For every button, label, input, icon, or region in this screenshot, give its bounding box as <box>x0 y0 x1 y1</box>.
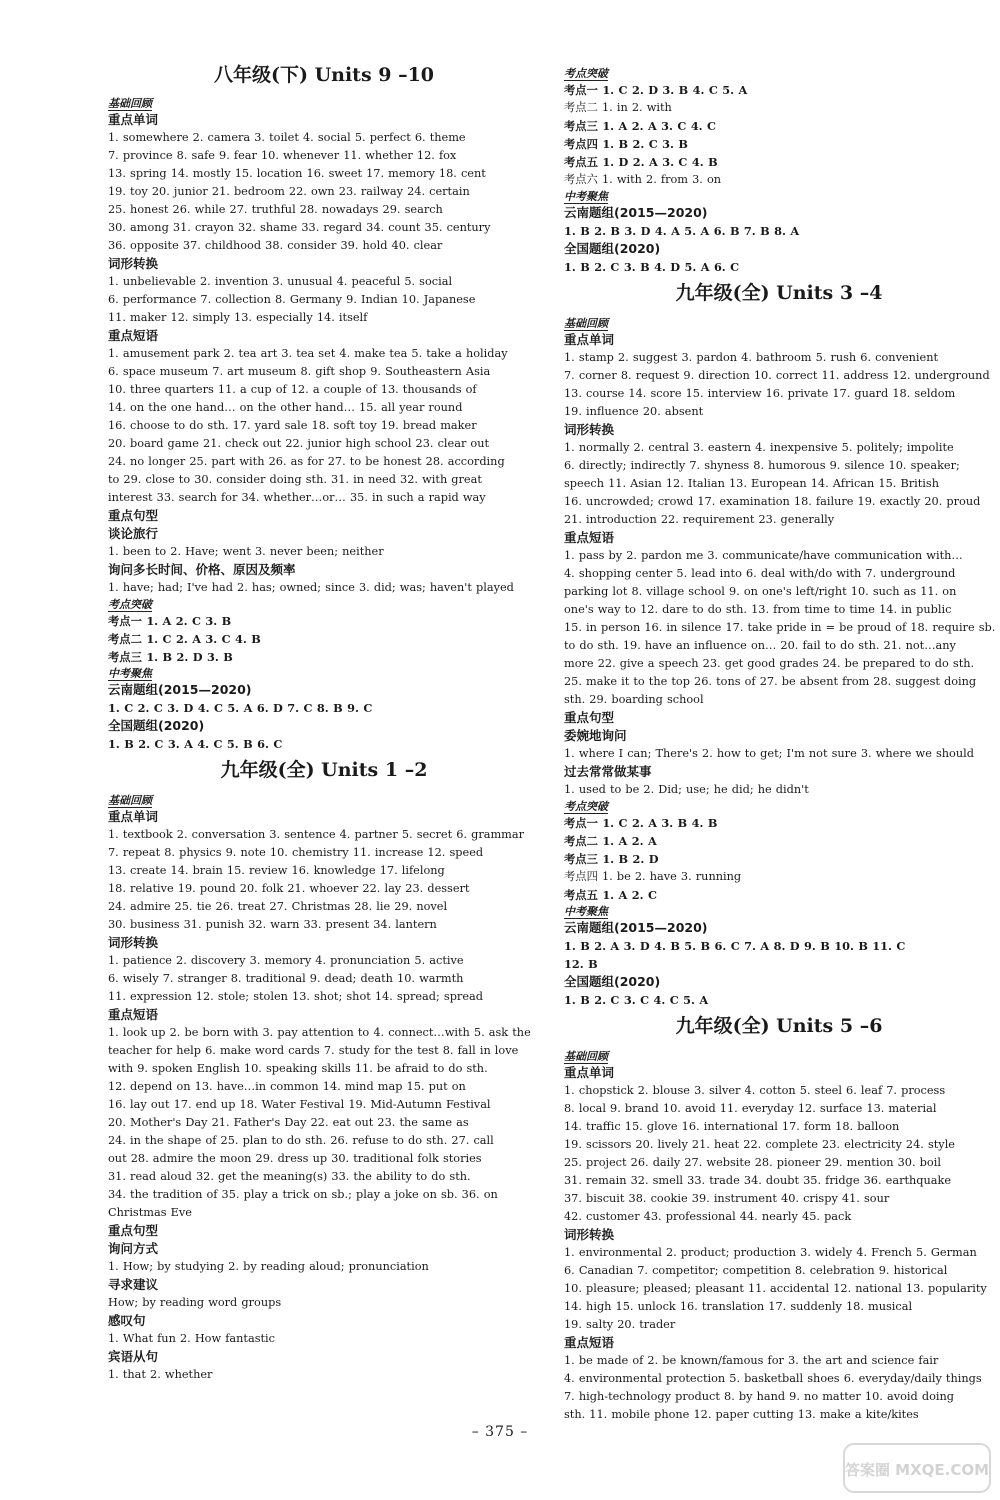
section-tag-label: 基础回顾 <box>108 794 152 807</box>
section-tag-label: 考点突破 <box>564 800 608 813</box>
answer-line: speech 11. Asian 12. Italian 13. European 14. African 15. British <box>564 477 939 490</box>
answer-line: 考点四 1. be 2. have 3. running <box>564 870 742 883</box>
answer-line: 19. influence 20. absent <box>564 405 704 418</box>
section-tag-label: 基础回顾 <box>108 97 152 110</box>
answer-line: 20. board game 21. check out 22. junior high school 23. clear out <box>108 437 490 450</box>
answer-line: sth. 11. mobile phone 12. paper cutting 13. make a kite/kites <box>564 1408 919 1421</box>
answer-line: 1. look up 2. be born with 3. pay attention to 4. connect…with 5. ask the <box>108 1026 531 1039</box>
section-title: 八年级(下) Units 9 –10 <box>213 64 435 86</box>
answer-line: 7. province 8. safe 9. fear 10. whenever 11. whether 12. fox <box>108 149 457 162</box>
answer-line: 7. corner 8. request 9. direction 10. correct 11. address 12. underground <box>564 369 990 382</box>
subheading: 重点单词 <box>108 809 159 824</box>
section-tag <box>564 904 994 919</box>
answer-line: 7. repeat 8. physics 9. note 10. chemistry 11. increase 12. speed <box>108 846 484 859</box>
section-tag <box>564 66 994 81</box>
answer-line: 10. three quarters 11. a cup of 12. a couple of 13. thousands of <box>108 383 477 396</box>
answer-line: 13. course 14. score 15. interview 16. private 17. guard 18. seldom <box>564 387 956 400</box>
answer-line: 14. on the one hand… on the other hand… 15. all year round <box>108 401 463 414</box>
answer-line: How; by reading word groups <box>108 1296 282 1309</box>
answer-line: 14. traffic 15. glove 16. international 17. form 18. balloon <box>564 1120 900 1133</box>
answer-line: 34. the tradition of 35. play a trick on sb.; play a joke on sb. 36. on <box>108 1188 498 1201</box>
answer-line: 考点一 1. C 2. D 3. B 4. C 5. A <box>564 83 748 97</box>
subheading: 词形转换 <box>108 935 159 950</box>
watermark-text: 答案圈 MXQE.COM <box>844 1461 990 1479</box>
answer-line: 1. B 2. A 3. D 4. B 5. B 6. C 7. A 8. D 9. B 10. B 11. C <box>564 939 906 953</box>
section-tag <box>564 316 994 331</box>
section-tag <box>564 1049 994 1064</box>
section-tag-label: 考点突破 <box>108 598 152 611</box>
section-tag-label: 中考聚焦 <box>564 190 608 203</box>
answer-line: 30. among 31. crayon 32. shame 33. regard 34. count 35. century <box>108 221 491 234</box>
subheading: 词形转换 <box>108 256 159 271</box>
answer-line: 1. textbook 2. conversation 3. sentence 4. partner 5. secret 6. grammar <box>108 828 525 841</box>
answer-line: 1. pass by 2. pardon me 3. communicate/have communication with… <box>564 549 963 562</box>
answer-line: sth. 29. boarding school <box>564 693 704 706</box>
subheading: 重点单词 <box>564 1065 615 1080</box>
answer-line: 11. maker 12. simply 13. especially 14. itself <box>108 311 368 324</box>
section-tag-label: 基础回顾 <box>564 1050 608 1063</box>
answer-line: 19. salty 20. trader <box>564 1318 676 1331</box>
subheading: 云南题组(2015—2020) <box>564 920 708 935</box>
answer-line: 1. been to 2. Have; went 3. never been; neither <box>108 545 384 558</box>
answer-line: 1. B 2. C 3. B 4. D 5. A 6. C <box>564 260 740 274</box>
answer-line: 考点三 1. A 2. A 3. C 4. C <box>564 119 717 133</box>
section-tag-label: 中考聚焦 <box>108 667 152 680</box>
section-tag-label: 考点突破 <box>564 67 608 80</box>
answer-line: 12. B <box>564 957 598 971</box>
subheading: 谈论旅行 <box>108 526 159 541</box>
answer-line: 25. project 26. daily 27. website 28. pioneer 29. mention 30. boil <box>564 1156 941 1169</box>
answer-line: 1. B 2. C 3. A 4. C 5. B 6. C <box>108 737 283 751</box>
answer-line: 考点六 1. with 2. from 3. on <box>564 173 722 186</box>
subheading: 重点单词 <box>108 112 159 127</box>
answer-line: 13. create 14. brain 15. review 16. knowledge 17. lifelong <box>108 864 445 877</box>
answer-line: 14. high 15. unlock 16. translation 17. suddenly 18. musical <box>564 1300 913 1313</box>
answer-line: 31. remain 32. smell 33. trade 34. doubt 35. fridge 36. earthquake <box>564 1174 952 1187</box>
subheading: 重点句型 <box>108 508 159 523</box>
subheading: 重点短语 <box>108 328 159 343</box>
right-column <box>564 66 994 1424</box>
subheading: 重点单词 <box>564 332 615 347</box>
answer-line: 10. pleasure; pleased; pleasant 11. accidental 12. national 13. popularity <box>564 1282 987 1295</box>
answer-line: 13. spring 14. mostly 15. location 16. sweet 17. memory 18. cent <box>108 167 486 180</box>
subheading: 询问方式 <box>108 1241 159 1256</box>
subheading: 全国题组(2020) <box>564 974 661 989</box>
answer-line: 42. customer 43. professional 44. nearly 45. pack <box>564 1210 852 1223</box>
answer-line: 考点五 1. A 2. C <box>564 888 657 902</box>
answer-line: 1. normally 2. central 3. eastern 4. inexpensive 5. politely; impolite <box>564 441 954 454</box>
section-tag <box>108 666 540 681</box>
answer-line: 36. opposite 37. childhood 38. consider 39. hold 40. clear <box>108 239 443 252</box>
answer-line: 25. make it to the top 26. tons of 27. be absent from 28. suggest doing <box>564 675 977 688</box>
section-title: 九年级(全) Units 5 –6 <box>675 1015 883 1037</box>
subheading: 全国题组(2020) <box>108 718 205 733</box>
answer-line: 18. relative 19. pound 20. folk 21. whoever 22. lay 23. dessert <box>108 882 470 895</box>
answer-line: 37. biscuit 38. cookie 39. instrument 40. crispy 41. sour <box>564 1192 890 1205</box>
subheading: 词形转换 <box>564 1227 615 1242</box>
answer-line: 24. admire 25. tie 26. treat 27. Christmas 28. lie 29. novel <box>108 900 448 913</box>
subheading: 云南题组(2015—2020) <box>564 205 708 220</box>
answer-line: 1. that 2. whether <box>108 1368 213 1381</box>
answer-line: 1. amusement park 2. tea art 3. tea set 4. make tea 5. take a holiday <box>108 347 508 360</box>
answer-line: with 9. spoken English 10. speaking skills 11. be afraid to do sth. <box>108 1062 488 1075</box>
answer-line: 4. shopping center 5. lead into 6. deal with/do with 7. underground <box>564 567 956 580</box>
section-tag-label: 中考聚焦 <box>564 905 608 918</box>
page-number: – 375 – <box>471 1424 529 1440</box>
subheading: 委婉地询问 <box>564 728 627 743</box>
answer-line: 考点三 1. B 2. D <box>564 852 659 866</box>
section-tag <box>564 189 994 204</box>
answer-line: 20. Mother's Day 21. Father's Day 22. eat out 23. the same as <box>108 1116 469 1129</box>
watermark-logo <box>842 1442 992 1494</box>
answer-line: out 28. admire the moon 29. dress up 30. traditional folk stories <box>108 1152 482 1165</box>
answer-line: 24. no longer 25. part with 26. as for 27. to be honest 28. according <box>108 455 505 468</box>
section-title: 九年级(全) Units 1 –2 <box>220 759 428 781</box>
subheading: 过去常常做某事 <box>564 764 652 779</box>
answer-line: 1. used to be 2. Did; use; he did; he didn't <box>564 783 809 796</box>
answer-line: 6. Canadian 7. competitor; competition 8. celebration 9. historical <box>564 1264 948 1277</box>
answer-line: 19. toy 20. junior 21. bedroom 22. own 23. railway 24. certain <box>108 185 470 198</box>
answer-line: 1. somewhere 2. camera 3. toilet 4. social 5. perfect 6. theme <box>108 131 466 144</box>
subheading: 重点句型 <box>108 1223 159 1238</box>
answer-line: Christmas Eve <box>108 1206 192 1219</box>
subheading: 重点句型 <box>564 710 615 725</box>
answer-line: 6. wisely 7. stranger 8. traditional 9. dead; death 10. warmth <box>108 972 464 985</box>
subheading: 重点短语 <box>564 530 615 545</box>
answer-line: 12. depend on 13. have…in common 14. mind map 15. put on <box>108 1080 466 1093</box>
left-column <box>108 62 540 1384</box>
answer-line: 6. directly; indirectly 7. shyness 8. humorous 9. silence 10. speaker; <box>564 459 960 472</box>
answer-line: 考点二 1. A 2. A <box>564 834 657 848</box>
answer-line: 1. have; had; I've had 2. has; owned; since 3. did; was; haven't played <box>108 581 514 594</box>
subheading: 宾语从句 <box>108 1349 159 1364</box>
subheading: 全国题组(2020) <box>564 241 661 256</box>
subheading: 重点短语 <box>108 1007 159 1022</box>
answer-line: 考点二 1. in 2. with <box>564 101 672 114</box>
answer-line: 1. B 2. C 3. C 4. C 5. A <box>564 993 709 1007</box>
answer-line: 1. What fun 2. How fantastic <box>108 1332 275 1345</box>
answer-line: interest 33. search for 34. whether…or… 35. in such a rapid way <box>108 491 486 504</box>
answer-line: teacher for help 6. make word cards 7. study for the test 8. fall in love <box>108 1044 519 1057</box>
answer-line: one's way to 12. dare to do sth. 13. from time to time 14. in public <box>564 603 952 616</box>
subheading: 重点短语 <box>564 1335 615 1350</box>
answer-line: more 22. give a speech 23. get good grades 24. be prepared to do sth. <box>564 657 975 670</box>
answer-line: 6. performance 7. collection 8. Germany 9. Indian 10. Japanese <box>108 293 476 306</box>
answer-line: 15. in person 16. in silence 17. take pride in = be proud of 18. require sb. <box>564 621 996 634</box>
subheading: 感叹句 <box>108 1313 146 1328</box>
answer-line: 19. scissors 20. lively 21. heat 22. complete 23. electricity 24. style <box>564 1138 955 1151</box>
answer-line: 24. in the shape of 25. plan to do sth. 26. refuse to do sth. 27. call <box>108 1134 494 1147</box>
section-title: 九年级(全) Units 3 –4 <box>675 282 883 304</box>
answer-line: to do sth. 19. have an influence on… 20. fail to do sth. 21. not…any <box>564 639 956 652</box>
answer-line: 1. stamp 2. suggest 3. pardon 4. bathroom 5. rush 6. convenient <box>564 351 939 364</box>
answer-line: 4. environmental protection 5. basketball shoes 6. everyday/daily things <box>564 1372 982 1385</box>
answer-line: 31. read aloud 32. get the meaning(s) 33. the ability to do sth. <box>108 1170 471 1183</box>
answer-line: 1. B 2. B 3. D 4. A 5. A 6. B 7. B 8. A <box>564 224 800 238</box>
answer-line: 1. be made of 2. be known/famous for 3. the art and science fair <box>564 1354 939 1367</box>
answer-line: 1. environmental 2. product; production 3. widely 4. French 5. German <box>564 1246 977 1259</box>
answer-line: 考点四 1. B 2. C 3. B <box>564 137 688 151</box>
section-tag <box>108 793 540 808</box>
answer-line: 6. space museum 7. art museum 8. gift shop 9. Southeastern Asia <box>108 365 491 378</box>
subheading: 云南题组(2015—2020) <box>108 682 252 697</box>
answer-line: 30. business 31. punish 32. warn 33. present 34. lantern <box>108 918 437 931</box>
answer-line: 1. C 2. C 3. D 4. C 5. A 6. D 7. C 8. B 9. C <box>108 701 373 715</box>
answer-line: 25. honest 26. while 27. truthful 28. nowadays 29. search <box>108 203 443 216</box>
subheading: 词形转换 <box>564 422 615 437</box>
answer-line: 考点一 1. A 2. C 3. B <box>108 614 232 628</box>
answer-line: 8. local 9. brand 10. avoid 11. everyday 12. surface 13. material <box>564 1102 937 1115</box>
answer-line: 16. uncrowded; crowd 17. examination 18. failure 19. exactly 20. proud <box>564 495 981 508</box>
answer-line: 1. chopstick 2. blouse 3. silver 4. cotton 5. steel 6. leaf 7. process <box>564 1084 946 1097</box>
answer-line: 7. high-technology product 8. by hand 9. no matter 10. avoid doing <box>564 1390 954 1403</box>
answer-line: to 29. close to 30. consider doing sth. 31. in need 32. with great <box>108 473 482 486</box>
subheading: 寻求建议 <box>108 1277 159 1292</box>
answer-line: 11. expression 12. stole; stolen 13. shot; shot 14. spread; spread <box>108 990 483 1003</box>
answer-line: 考点二 1. C 2. A 3. C 4. B <box>108 632 261 646</box>
answer-line: 16. choose to do sth. 17. yard sale 18. soft toy 19. bread maker <box>108 419 477 432</box>
section-tag <box>108 597 540 612</box>
answer-line: 1. where I can; There's 2. how to get; I'm not sure 3. where we should <box>564 747 974 760</box>
section-tag <box>108 96 540 111</box>
answer-line: parking lot 8. village school 9. on one's left/right 10. such as 11. on <box>564 585 957 598</box>
answer-line: 考点一 1. C 2. A 3. B 4. B <box>564 816 718 830</box>
answer-line: 1. How; by studying 2. by reading aloud; pronunciation <box>108 1260 429 1273</box>
answer-line: 16. lay out 17. end up 18. Water Festival 19. Mid-Autumn Festival <box>108 1098 491 1111</box>
answer-line: 考点三 1. B 2. D 3. B <box>108 650 233 664</box>
section-tag-label: 基础回顾 <box>564 317 608 330</box>
answer-line: 21. introduction 22. requirement 23. generally <box>564 513 835 526</box>
answer-line: 1. patience 2. discovery 3. memory 4. pronunciation 5. active <box>108 954 464 967</box>
subheading: 询问多长时间、价格、原因及频率 <box>108 562 296 577</box>
section-tag <box>564 799 994 814</box>
answer-line: 1. unbelievable 2. invention 3. unusual 4. peaceful 5. social <box>108 275 453 288</box>
answer-line: 考点五 1. D 2. A 3. C 4. B <box>564 155 718 169</box>
